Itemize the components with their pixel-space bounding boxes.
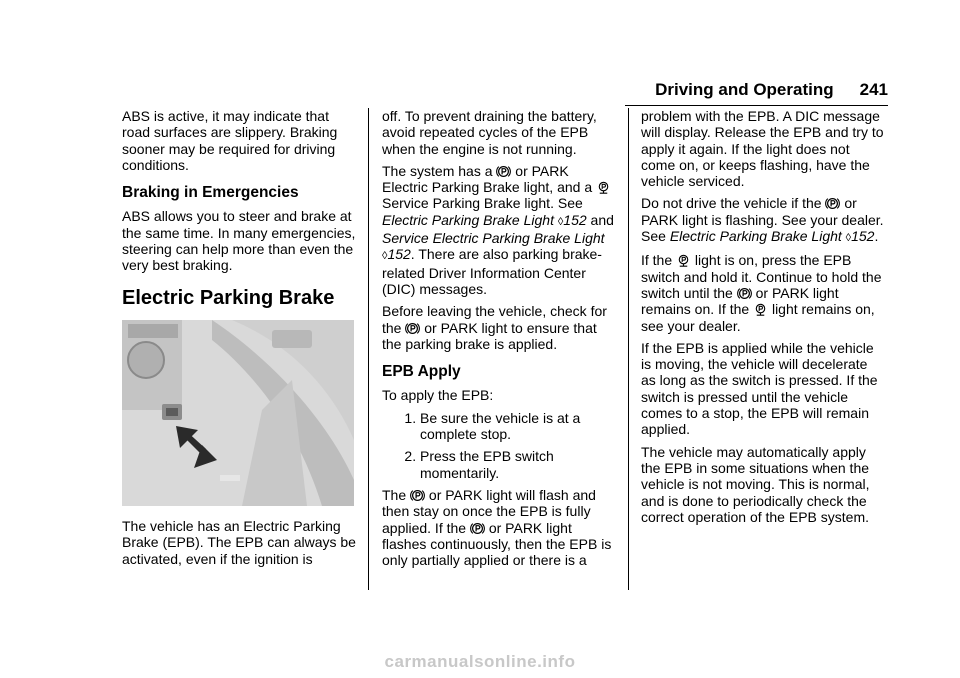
apply-intro: To apply the EPB: bbox=[382, 387, 494, 404]
moving-paragraph: If the EPB is applied while the vehicle is moving, the vehicle will decelerate as long as the switch is pressed. If the switch is pressed until the vehicle comes to a stop, the EPB will remain applied. bbox=[641, 339, 878, 438]
epb-apply-heading: EPB Apply bbox=[382, 363, 461, 381]
parking-brake-icon bbox=[825, 196, 840, 211]
braking-emergencies-heading: Braking in Emergencies bbox=[122, 184, 299, 202]
epb-intro-paragraph: The vehicle has an Electric Parking Brake (EPB). The EPB can always be activated, even if the ignition is bbox=[122, 517, 356, 567]
abs-paragraph: ABS is active, it may indicate that road surfaces are slippery. Braking sooner may be required for driving conditions. bbox=[122, 108, 338, 173]
epb-heading: Electric Parking Brake bbox=[122, 286, 335, 309]
service-epb-light-link[interactable]: Service Electric Parking Brake Light bbox=[382, 230, 605, 247]
list-item: 2. Press the EPB switch momentarily. bbox=[420, 448, 618, 481]
page-ref[interactable]: 152 bbox=[563, 211, 587, 228]
parking-brake-icon bbox=[410, 488, 425, 503]
service-brake-icon bbox=[753, 302, 768, 317]
parking-brake-icon bbox=[470, 521, 485, 536]
column-1 bbox=[122, 108, 358, 573]
column-divider bbox=[368, 108, 369, 590]
braking-paragraph: ABS allows you to steer and brake at the same time. In many emergencies, steering can help more than even the very best braking. bbox=[122, 208, 356, 274]
parking-brake-icon bbox=[496, 164, 511, 179]
section-title: Driving and Operating bbox=[655, 80, 834, 99]
parking-brake-icon bbox=[405, 321, 420, 336]
column-3 bbox=[641, 108, 886, 531]
before-leaving-paragraph: Before leaving the vehicle, check for the or PARK light to ensure that the parking brake is applied. bbox=[382, 303, 607, 352]
column-divider bbox=[628, 108, 629, 590]
column-2 bbox=[382, 108, 618, 574]
header-rule bbox=[625, 105, 888, 106]
service-light-paragraph: If the light is on, press the EPB switch and hold it. Continue to hold the switch until the or PARK light remains on. If the light remains on, see your dealer. bbox=[641, 252, 882, 334]
epb-switch-illustration bbox=[122, 320, 354, 506]
auto-apply-paragraph: The vehicle may automatically apply the EPB in some situations when the vehicle is not moving. This is normal, and is done to periodically check the correct operation of the EPB system. bbox=[641, 443, 870, 525]
page-header bbox=[655, 80, 888, 100]
watermark: carmanualsonline.info bbox=[384, 652, 576, 671]
epb-light-link[interactable]: Electric Parking Brake Light bbox=[669, 228, 842, 245]
parking-brake-icon bbox=[737, 286, 752, 301]
dic-paragraph: problem with the EPB. A DIC message will display. Release the EPB and try to apply it again. If the light does not come on, or keeps flashing, have the vehicle serviced. bbox=[641, 108, 884, 190]
page-ref[interactable]: 152 bbox=[387, 246, 411, 263]
apply-steps-list bbox=[382, 410, 618, 481]
list-item: 1. Be sure the vehicle is at a complete stop. bbox=[420, 410, 618, 443]
do-not-drive-paragraph: Do not drive the vehicle if the or PARK light is flashing. See your dealer. See Electric Parking Brake Light ◊152. bbox=[641, 195, 884, 245]
system-lights-paragraph: The system has a or PARK Electric Parking Brake light, and a Service Parking Brake light. See Electric Parking Brake Light ◊152 and Service Electric Parking Brake Light ◊152. There are also parking brake-related Driver Information Center (DIC) messages. bbox=[382, 162, 614, 297]
epb-light-link[interactable]: Electric Parking Brake Light bbox=[382, 211, 554, 228]
service-brake-icon bbox=[596, 180, 611, 195]
page-ref[interactable]: 152 bbox=[851, 228, 875, 245]
flash-paragraph: The or PARK light will flash and then stay on once the EPB is fully applied. If the or PARK light flashes continuously, then the EPB is only partially applied or there is a bbox=[382, 486, 612, 569]
service-brake-icon bbox=[676, 253, 691, 268]
page-number: 241 bbox=[859, 80, 888, 99]
battery-paragraph: off. To prevent draining the battery, avoid repeated cycles of the EPB when the engine is not running. bbox=[382, 108, 597, 157]
